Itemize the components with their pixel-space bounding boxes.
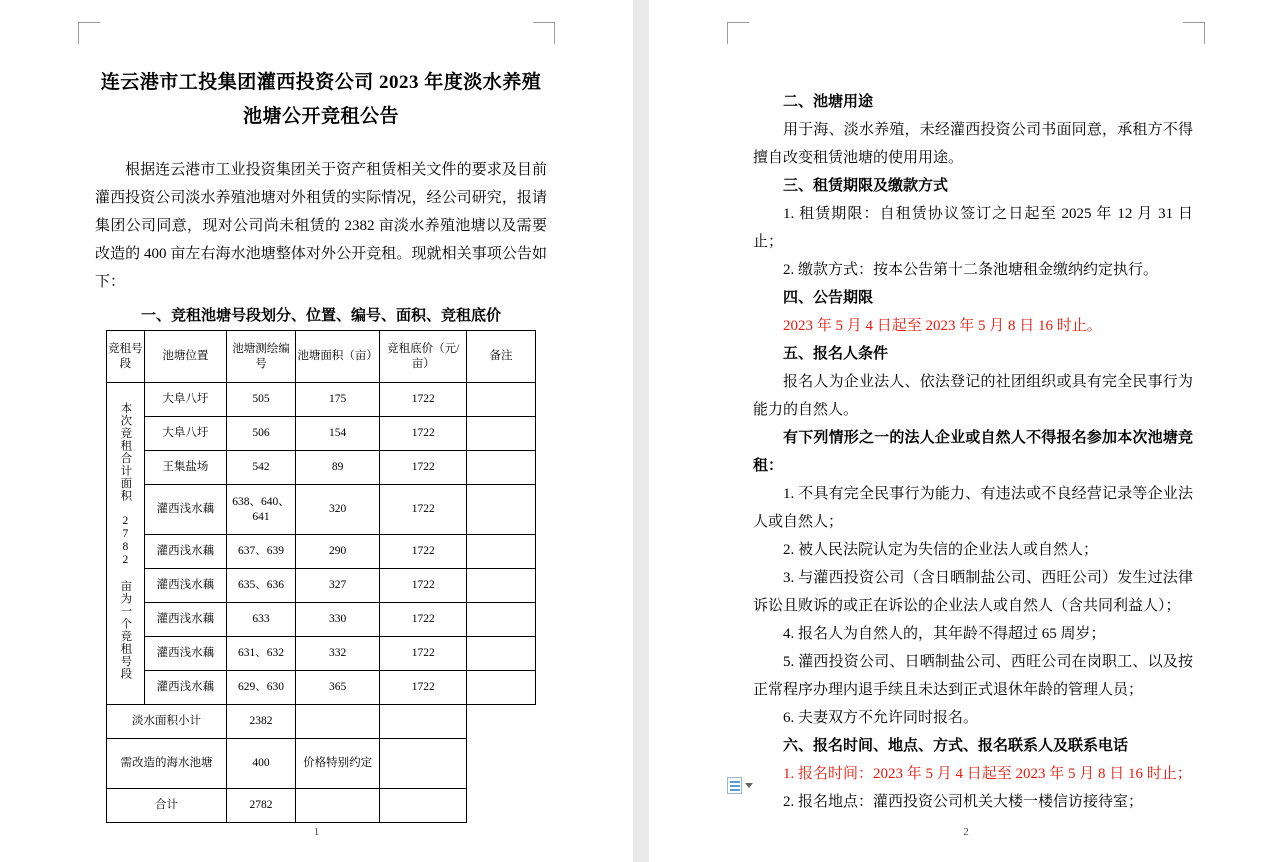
cell-code: 631、632 bbox=[227, 637, 296, 671]
crop-mark-top-right bbox=[533, 22, 555, 44]
cell-remark bbox=[467, 485, 536, 535]
cell-subtotal-label: 淡水面积小计 bbox=[107, 705, 227, 739]
cell-remark bbox=[467, 637, 536, 671]
cell-code: 506 bbox=[227, 417, 296, 451]
cell-code: 633 bbox=[227, 603, 296, 637]
document-page-2 bbox=[649, 0, 1283, 862]
chevron-down-icon[interactable] bbox=[745, 783, 753, 788]
page2-content bbox=[753, 88, 1193, 816]
section-3-item-2: 2. 缴款方式：按本公告第十二条池塘租金缴纳约定执行。 bbox=[783, 262, 1159, 278]
cell-total-remark bbox=[380, 789, 467, 823]
cell-remark bbox=[467, 535, 536, 569]
section-5-item-1: 1. 不具有完全民事行为能力、有违法或不良经营记录等企业法人或自然人； bbox=[753, 486, 1193, 530]
merged-bid-section-label: 本次竞租合计面积 2782 亩为一个竞租号段 bbox=[119, 402, 132, 680]
cell-seawater-remark bbox=[380, 739, 467, 789]
th-location: 池塘位置 bbox=[144, 331, 226, 383]
section-5-item-2: 2. 被人民法院认定为失信的企业法人或自然人； bbox=[783, 542, 1099, 558]
cell-price: 1722 bbox=[380, 637, 467, 671]
crop-mark-top-left bbox=[78, 22, 100, 44]
cell-location: 灌西浅水藕 bbox=[144, 671, 226, 705]
page-number-1: 1 bbox=[313, 826, 320, 838]
table-row-subtotal bbox=[107, 705, 536, 739]
cell-subtotal-remark bbox=[380, 705, 467, 739]
cell-total-price bbox=[295, 789, 379, 823]
cell-area: 327 bbox=[295, 569, 379, 603]
section-5-item-6: 6. 夫妻双方不允许同时报名。 bbox=[783, 710, 979, 726]
cell-code: 638、640、641 bbox=[227, 485, 296, 535]
cell-location: 大阜八圩 bbox=[144, 417, 226, 451]
section-3-heading: 三、租赁期限及缴款方式 bbox=[783, 178, 949, 194]
cell-remark bbox=[467, 417, 536, 451]
bid-table bbox=[106, 330, 536, 823]
cell-subtotal-price bbox=[295, 705, 379, 739]
cell-code: 505 bbox=[227, 383, 296, 417]
cell-location: 王集盐场 bbox=[144, 451, 226, 485]
cell-remark bbox=[467, 671, 536, 705]
crop-mark-top-right bbox=[1183, 22, 1205, 44]
th-bid-section: 竞租号段 bbox=[107, 331, 145, 383]
section-5-bold-note: 有下列情形之一的法人企业或自然人不得报名参加本次池塘竞租： bbox=[753, 430, 1193, 474]
table-row bbox=[107, 535, 536, 569]
table-row bbox=[107, 417, 536, 451]
paste-options-button[interactable] bbox=[727, 777, 753, 794]
cell-total-area: 2782 bbox=[227, 789, 296, 823]
cell-area: 365 bbox=[295, 671, 379, 705]
section-4-body: 2023 年 5 月 4 日起至 2023 年 5 月 8 日 16 时止。 bbox=[783, 318, 1102, 334]
cell-seawater-area: 400 bbox=[227, 739, 296, 789]
cell-location: 灌西浅水藕 bbox=[144, 637, 226, 671]
table-row bbox=[107, 383, 536, 417]
cell-code: 629、630 bbox=[227, 671, 296, 705]
clipboard-icon bbox=[727, 777, 742, 794]
table-row-total bbox=[107, 789, 536, 823]
cell-area: 330 bbox=[295, 603, 379, 637]
table-row bbox=[107, 451, 536, 485]
th-base-price: 竞租底价（元/亩） bbox=[380, 331, 467, 383]
section-6-heading: 六、报名时间、地点、方式、报名联系人及联系电话 bbox=[783, 738, 1129, 754]
table-row-seawater bbox=[107, 739, 536, 789]
section-2-body: 用于海、淡水养殖，未经灌西投资公司书面同意，承租方不得擅自改变租赁池塘的使用用途。 bbox=[753, 122, 1193, 166]
cell-area: 332 bbox=[295, 637, 379, 671]
cell-location: 灌西浅水藕 bbox=[144, 485, 226, 535]
cell-price: 1722 bbox=[380, 671, 467, 705]
th-survey-code: 池塘测绘编号 bbox=[227, 331, 296, 383]
cell-area: 154 bbox=[295, 417, 379, 451]
section-6-item-1: 1. 报名时间：2023 年 5 月 4 日起至 2023 年 5 月 8 日 16 时止； bbox=[783, 766, 1192, 782]
table-row bbox=[107, 603, 536, 637]
cell-price: 1722 bbox=[380, 383, 467, 417]
cell-subtotal-area: 2382 bbox=[227, 705, 296, 739]
cell-location: 灌西浅水藕 bbox=[144, 569, 226, 603]
th-remark: 备注 bbox=[467, 331, 536, 383]
cell-total-label: 合计 bbox=[107, 789, 227, 823]
cell-remark bbox=[467, 569, 536, 603]
cell-area: 175 bbox=[295, 383, 379, 417]
cell-price: 1722 bbox=[380, 535, 467, 569]
section-5-heading: 五、报名人条件 bbox=[783, 346, 889, 362]
section-5-item-4: 4. 报名人为自然人的，其年龄不得超过 65 周岁； bbox=[783, 626, 1106, 642]
document-page-1 bbox=[0, 0, 633, 862]
table-row bbox=[107, 671, 536, 705]
table-row bbox=[107, 485, 536, 535]
merged-bid-section-cell bbox=[107, 383, 145, 705]
cell-area: 290 bbox=[295, 535, 379, 569]
section-6-item-2: 2. 报名地点：灌西投资公司机关大楼一楼信访接待室； bbox=[783, 794, 1144, 810]
section-1-heading: 一、竞租池塘号段划分、位置、编号、面积、竞租底价 bbox=[140, 308, 501, 324]
page-title-line2: 池塘公开竞租公告 bbox=[242, 106, 399, 127]
cell-price: 1722 bbox=[380, 451, 467, 485]
crop-mark-top-left bbox=[727, 22, 749, 44]
page-number-2: 2 bbox=[963, 826, 969, 838]
cell-location: 灌西浅水藕 bbox=[144, 603, 226, 637]
page-title bbox=[95, 66, 547, 134]
section-3-item-1: 1. 租赁期限：自租赁协议签订之日起至 2025 年 12 月 31 日止； bbox=[753, 206, 1193, 250]
cell-location: 大阜八圩 bbox=[144, 383, 226, 417]
page1-content bbox=[95, 66, 547, 823]
table-header-row bbox=[107, 331, 536, 383]
cell-price: 1722 bbox=[380, 603, 467, 637]
cell-code: 637、639 bbox=[227, 535, 296, 569]
section-5-item-3: 3. 与灌西投资公司（含日晒制盐公司、西旺公司）发生过法律诉讼且败诉的或正在诉讼的企业法人或自然人（含共同利益人）； bbox=[753, 570, 1193, 614]
cell-price: 1722 bbox=[380, 485, 467, 535]
cell-area: 320 bbox=[295, 485, 379, 535]
cell-location: 灌西浅水藕 bbox=[144, 535, 226, 569]
cell-code: 542 bbox=[227, 451, 296, 485]
section-4-heading: 四、公告期限 bbox=[783, 290, 874, 306]
cell-code: 635、636 bbox=[227, 569, 296, 603]
cell-seawater-label: 需改造的海水池塘 bbox=[107, 739, 227, 789]
cell-area: 89 bbox=[295, 451, 379, 485]
intro-paragraph: 根据连云港市工业投资集团关于资产租赁相关文件的要求及目前灌西投资公司淡水养殖池塘对外租赁的实际情况，经公司研究，报请集团公司同意，现对公司尚未租赁的 2382 亩淡水养殖池塘以及需要改造的 400 亩左右海水池塘整体对外公开竞租。现就相关事项公告如下： bbox=[95, 162, 547, 290]
cell-seawater-price: 价格特别约定 bbox=[295, 739, 379, 789]
cell-remark bbox=[467, 383, 536, 417]
cell-remark bbox=[467, 603, 536, 637]
table-row bbox=[107, 637, 536, 671]
cell-price: 1722 bbox=[380, 417, 467, 451]
section-2-heading: 二、池塘用途 bbox=[783, 94, 874, 110]
th-area: 池塘面积（亩） bbox=[295, 331, 379, 383]
page-title-line1: 连云港市工投集团灌西投资公司 2023 年度淡水养殖 bbox=[100, 72, 542, 93]
cell-remark bbox=[467, 451, 536, 485]
section-5-body: 报名人为企业法人、依法登记的社团组织或具有完全民事行为能力的自然人。 bbox=[753, 374, 1193, 418]
table-row bbox=[107, 569, 536, 603]
page-gutter bbox=[633, 0, 649, 862]
section-5-item-5: 5. 灌西投资公司、日晒制盐公司、西旺公司在岗职工、以及按正常程序办理内退手续且未达到正式退休年龄的管理人员； bbox=[753, 654, 1193, 698]
cell-price: 1722 bbox=[380, 569, 467, 603]
